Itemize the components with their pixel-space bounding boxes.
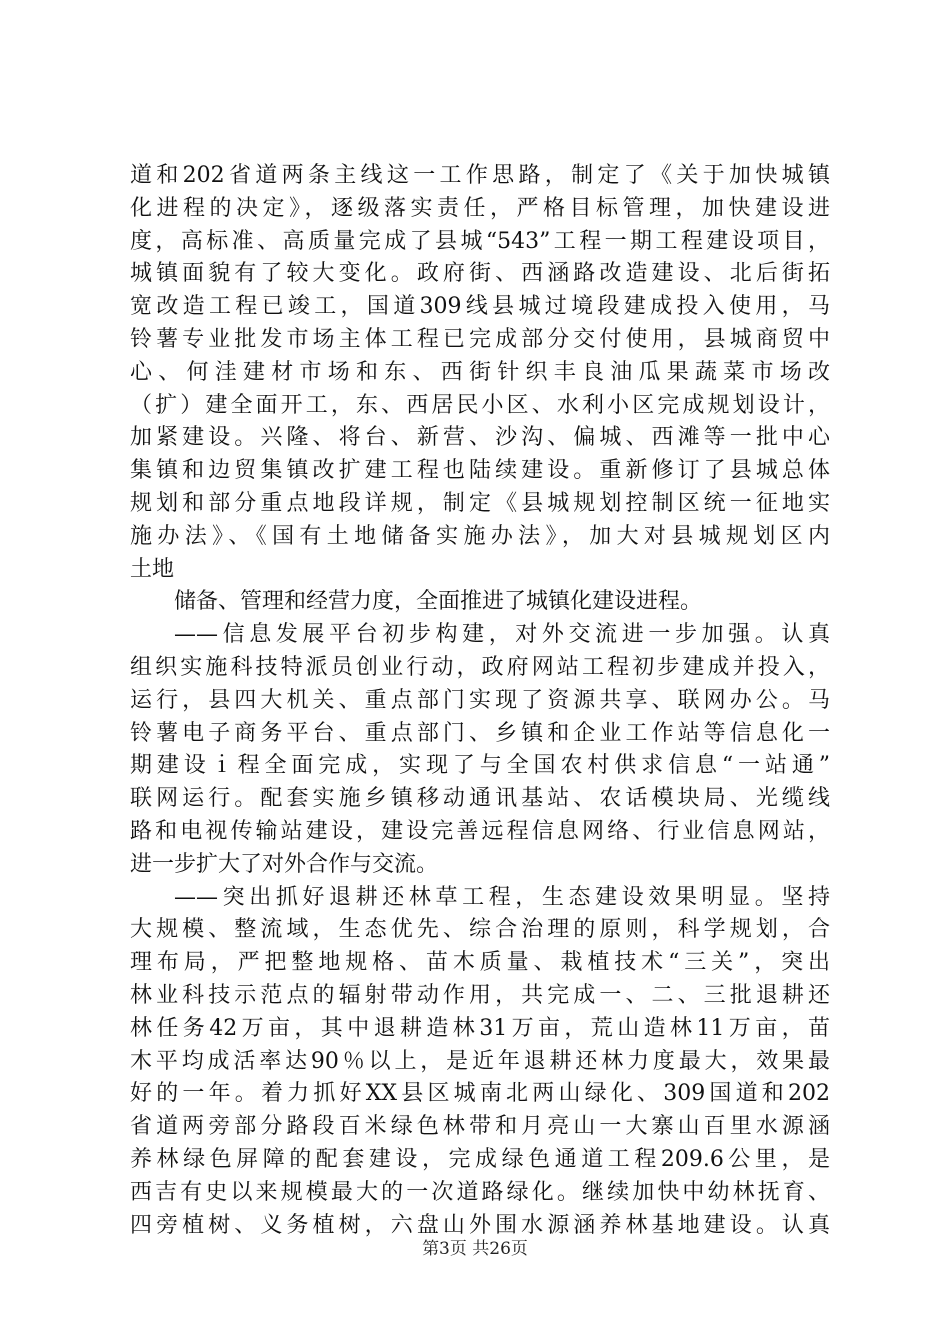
text-line: 化进程的决定》，逐级落实责任，严格目标管理，加快建设进 bbox=[130, 195, 830, 221]
body-text bbox=[130, 160, 830, 1242]
text-line: 城镇面貌有了较大变化。政府街、西涵路改造建设、北后街拓 bbox=[130, 261, 830, 287]
paragraph-start-line: ——信息发展平台初步构建，对外交流进一步加强。认真 bbox=[174, 622, 830, 648]
text-line: 期建设ｉ程全面完成，实现了与全国农村供求信息“一站通” bbox=[130, 753, 830, 779]
text-line: 加紧建设。兴隆、将台、新营、沙沟、偏城、西滩等一批中心 bbox=[130, 425, 830, 451]
paragraph-start-line: ——突出抓好退耕还林草工程，生态建设效果明显。坚持 bbox=[174, 884, 830, 910]
text-line: 大规模、整流域，生态优先、综合治理的原则，科学规划，合 bbox=[130, 917, 830, 943]
text-line: 西吉有史以来规模最大的一次道路绿化。继续加快中幼林抚育、 bbox=[130, 1179, 830, 1205]
text-line: 联网运行。配套实施乡镇移动通讯基站、农话模块局、光缆线 bbox=[130, 786, 830, 812]
text-line: 林任务42万亩，其中退耕造林31万亩，荒山造林11万亩，苗 bbox=[130, 1015, 830, 1041]
text-line: 道和202省道两条主线这一工作思路，制定了《关于加快城镇 bbox=[130, 163, 830, 188]
text-line: 度，高标准、高质量完成了县城“543”工程一期工程建设项目， bbox=[130, 228, 830, 254]
text-line: 理布局，严把整地规格、苗木质量、栽植技术“三关”，突出 bbox=[130, 950, 830, 976]
text-line: 林业科技示范点的辐射带动作用，共完成一、二、三批退耕还 bbox=[130, 982, 830, 1008]
text-line: 施办法》、《国有土地储备实施办法》，加大对县城规划区内 bbox=[130, 523, 830, 549]
text-line: 规划和部分重点地段详规，制定《县城规划控制区统一征地实 bbox=[130, 490, 830, 516]
text-line: 铃薯专业批发市场主体工程已完成部分交付使用，县城商贸中 bbox=[130, 326, 830, 352]
text-line: （扩）建全面开工，东、西居民小区、水利小区完成规划设计， bbox=[130, 392, 830, 418]
page-number-footer: 第3页 共26页 bbox=[422, 1239, 528, 1259]
text-line: 储备、管理和经营力度，全面推进了城镇化建设进程。 bbox=[174, 589, 703, 615]
text-line: 运行，县四大机关、重点部门实现了资源共享、联网办公。马 bbox=[130, 687, 830, 713]
text-line: 养林绿色屏障的配套建设，完成绿色通道工程209.6公里，是 bbox=[130, 1146, 830, 1172]
text-line: 土地 bbox=[130, 556, 175, 582]
text-line: 铃薯电子商务平台、重点部门、乡镇和企业工作站等信息化一 bbox=[130, 720, 830, 746]
text-line: 宽改造工程已竣工，国道309线县城过境段建成投入使用，马 bbox=[130, 294, 830, 320]
text-line: 省道两旁部分路段百米绿色林带和月亮山一大寨山百里水源涵 bbox=[130, 1114, 830, 1140]
text-line: 路和电视传输站建设，建设完善远程信息网络、行业信息网站， bbox=[130, 818, 830, 844]
text-line: 四旁植树、义务植树，六盘山外围水源涵养林基地建设。认真 bbox=[130, 1212, 830, 1238]
text-line: 组织实施科技特派员创业行动，政府网站工程初步建成并投入， bbox=[130, 654, 830, 680]
text-line: 木平均成活率达90％以上，是近年退耕还林力度最大，效果最 bbox=[130, 1048, 830, 1074]
text-line: 好的一年。着力抓好XX县区城南北两山绿化、309国道和202 bbox=[130, 1081, 830, 1107]
text-line: 心、何洼建材市场和东、西街针织丰良油瓜果蔬菜市场改 bbox=[130, 359, 830, 385]
text-line: 进一步扩大了对外合作与交流。 bbox=[130, 851, 439, 877]
text-line: 集镇和边贸集镇改扩建工程也陆续建设。重新修订了县城总体 bbox=[130, 458, 830, 484]
